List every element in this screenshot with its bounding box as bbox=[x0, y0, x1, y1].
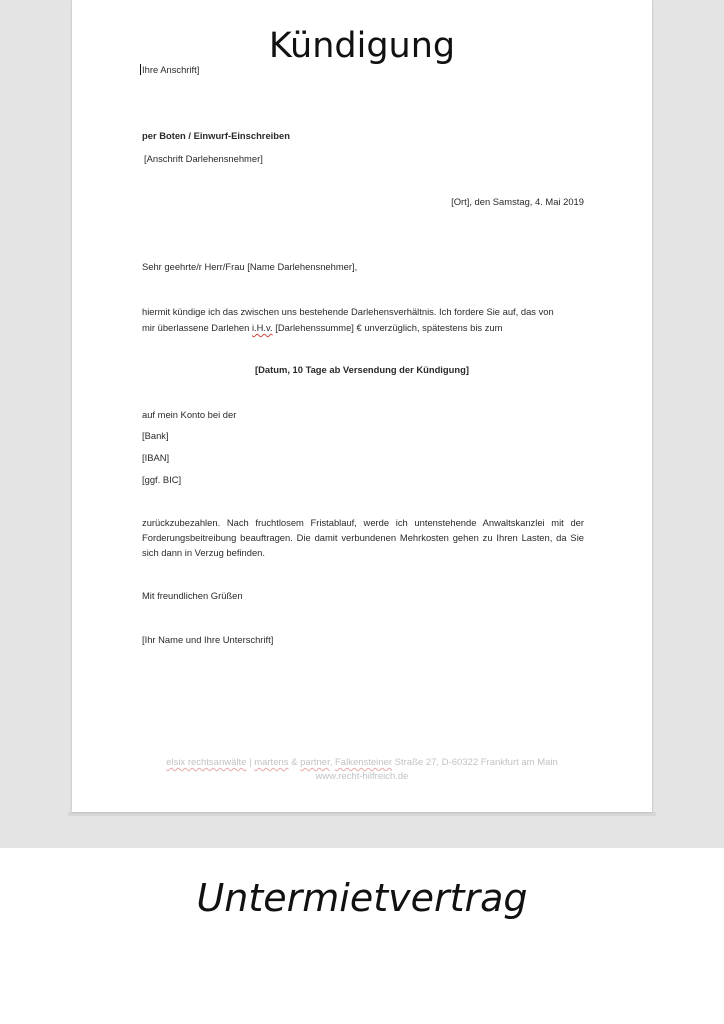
footer-address: elsix rechtsanwälte | martens & partner, Falkensteiner Straße 27, D-60322 Frankfurt am Main bbox=[166, 757, 558, 768]
closing-paragraph: zurückzubezahlen. Nach fruchtlosem Fristablauf, werde ich untenstehende Anwaltskanzlei mit der Forderungsbeitreibung beauftragen. Die damit verbundenen Mehrkosten gehen zu Ihren Lasten, da Sie sich dann in Verzug befinden. bbox=[142, 517, 584, 558]
body-line-1: hiermit kündige ich das zwischen uns bestehende Darlehensverhältnis. Ich fordere Sie auf, das von bbox=[142, 306, 554, 317]
page-heading: Kündigung bbox=[268, 26, 456, 66]
delivery-method: per Boten / Einwurf-Einschreiben bbox=[142, 130, 290, 141]
iban-field: [IBAN] bbox=[142, 452, 170, 463]
caption-title: Untermietvertrag bbox=[196, 876, 528, 920]
bic-field: [ggf. BIC] bbox=[142, 474, 182, 485]
account-intro: auf mein Konto bei der bbox=[142, 409, 237, 420]
deadline: [Datum, 10 Tage ab Versendung der Kündigung] bbox=[255, 364, 469, 375]
bank-field: [Bank] bbox=[142, 430, 169, 441]
footer-website: www.recht-hilfreich.de bbox=[315, 771, 409, 782]
greeting: Mit freundlichen Grüßen bbox=[142, 590, 243, 601]
spelling-flag: i.H.v. bbox=[251, 322, 273, 333]
sender-address: Ihre Anschrift] bbox=[142, 64, 200, 75]
page-bottom-edge bbox=[68, 812, 656, 816]
salutation: Sehr geehrte/r Herr/Frau [Name Darlehensnehmer], bbox=[142, 261, 358, 272]
recipient-address: [Anschrift Darlehensnehmer] bbox=[144, 153, 263, 164]
document-page bbox=[72, 0, 652, 812]
signature-placeholder: [Ihr Name und Ihre Unterschrift] bbox=[142, 634, 274, 645]
body-line-2: mir überlassene Darlehen i.H.v. [Darlehenssumme] € unverzüglich, spätestens bis zum bbox=[142, 322, 503, 333]
date-line: [Ort], den Samstag, 4. Mai 2019 bbox=[451, 196, 584, 207]
